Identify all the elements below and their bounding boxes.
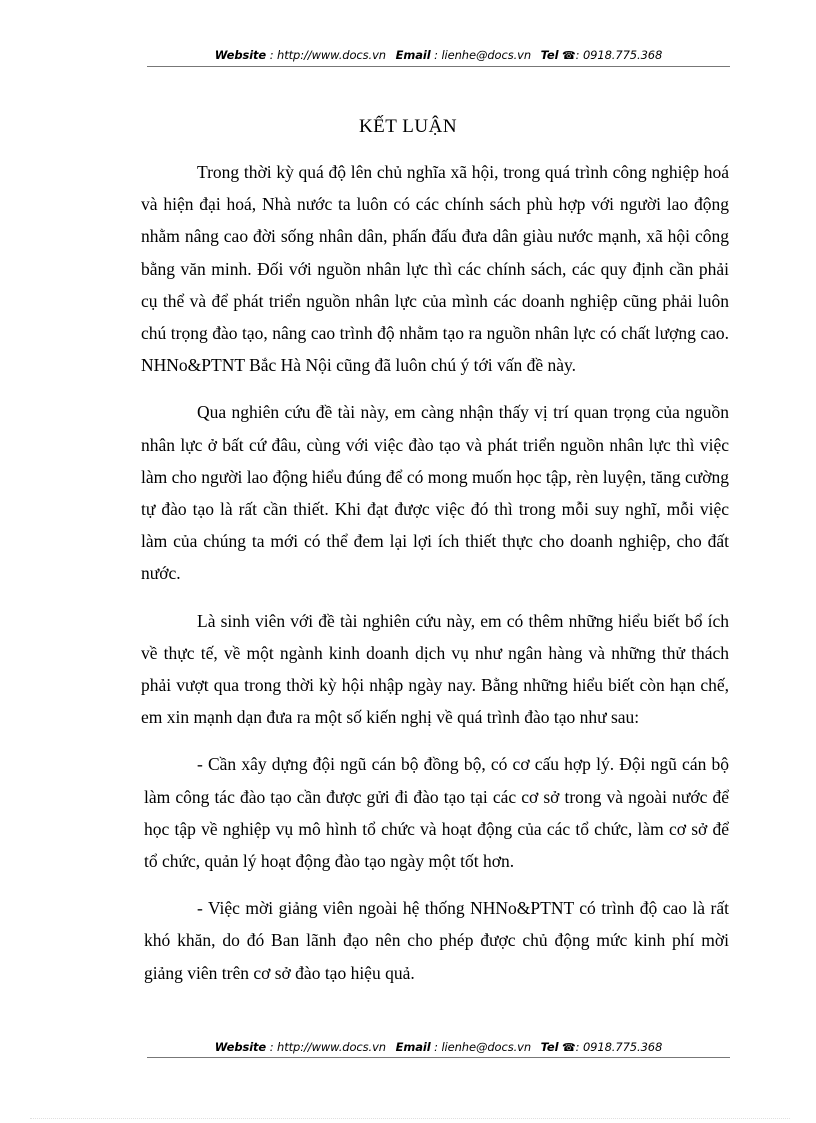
header-email-link[interactable]: : lienhe@docs.vn <box>434 48 532 62</box>
footer-tel-value: : 0918.775.368 <box>575 1040 663 1054</box>
document-body <box>141 156 729 1004</box>
phone-icon: ☎ <box>562 1041 576 1054</box>
page-header <box>147 48 730 67</box>
paragraph-3: Là sinh viên với đề tài nghiên cứu này, em có thêm những hiểu biết bổ ích về thực tế, về một ngành kinh doanh dịch vụ như ngân hàng và những thử thách phải vượt qua trong thời kỳ hội nhập ngày nay. Bằng những hiểu biết còn hạn chế, em xin mạnh dạn đưa ra một số kiến nghị về quá trình đào tạo như sau: <box>141 610 729 728</box>
page-title: KẾT LUẬN <box>358 116 458 137</box>
footer-website-label: Website <box>214 1040 267 1054</box>
phone-icon: ☎ <box>562 49 576 62</box>
header-tel-value: : 0918.775.368 <box>575 48 663 62</box>
page-edge-divider <box>30 1118 790 1119</box>
paragraph-1: Trong thời kỳ quá độ lên chủ nghĩa xã hội, trong quá trình công nghiệp hoá và hiện đại hoá, Nhà nước ta luôn có các chính sách phù hợp với người lao động nhằm nâng cao đời sống nhân dân, phấn đấu đưa dân giàu nước mạnh, xã hội công bằng văn minh. Đối với nguồn nhân lực thì các chính sách, các quy định cần phải cụ thể và để phát triển nguồn nhân lực của mình các doanh nghiệp cũng phải luôn chú trọng đào tạo, nâng cao trình độ nhằm tạo ra nguồn nhân lực có chất lượng cao. NHNo&PTNT Bắc Hà Nội cũng đã luôn chú ý tới vấn đề này. <box>141 162 729 376</box>
header-email-label: Email <box>395 48 431 62</box>
page-footer <box>147 1040 730 1058</box>
recommendation-item-1: - Cần xây dựng đội ngũ cán bộ đồng bộ, có cơ cấu hợp lý. Đội ngũ cán bộ làm công tác đào tạo cần được gửi đi đào tạo tại các cơ sở trong và ngoài nước để học tập về nghiệp vụ mô hình tổ chức và hoạt động của các tổ chức, làm cơ sở để tổ chức, quản lý hoạt động đào tạo ngày một tốt hơn. <box>144 754 729 872</box>
footer-email-label: Email <box>395 1040 431 1054</box>
paragraph-2: Qua nghiên cứu đề tài này, em càng nhận thấy vị trí quan trọng của nguồn nhân lực ở bất cứ đâu, cùng với việc đào tạo và phát triển nguồn nhân lực thì việc làm cho người lao động hiểu đúng để có mong muốn học tập, rèn luyện, tăng cường tự đào tạo là rất cần thiết. Khi đạt được việc đó thì trong mỗi suy nghĩ, mỗi việc làm của chúng ta mới có thể đem lại lợi ích thiết thực cho doanh nghiệp, cho đất nước. <box>141 402 729 584</box>
header-tel-label: Tel <box>540 48 559 62</box>
recommendation-item-2: - Việc mời giảng viên ngoài hệ thống NHNo&PTNT có trình độ cao là rất khó khăn, do đó Ban lãnh đạo nên cho phép được chủ động mức kinh phí mời giảng viên trên cơ sở đào tạo hiệu quả. <box>144 898 729 983</box>
header-website-link[interactable]: : http://www.docs.vn <box>269 48 386 62</box>
footer-website-link[interactable]: : http://www.docs.vn <box>269 1040 386 1054</box>
header-website-label: Website <box>214 48 267 62</box>
footer-tel-label: Tel <box>540 1040 559 1054</box>
footer-email-link[interactable]: : lienhe@docs.vn <box>434 1040 532 1054</box>
